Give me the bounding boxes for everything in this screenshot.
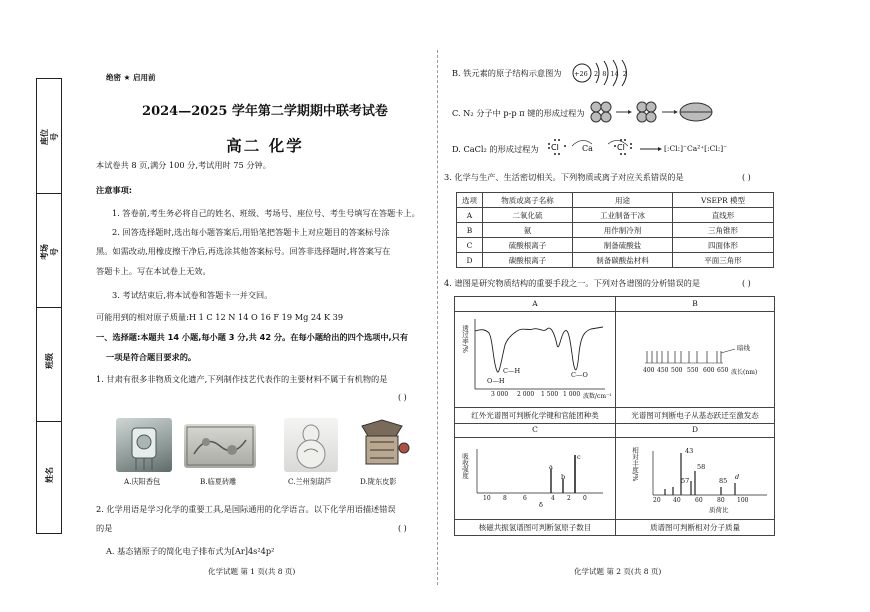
q3-cell: 三角锥形	[673, 223, 774, 238]
mass-tick: 40	[673, 497, 681, 504]
nmr-tick: 8	[503, 495, 507, 502]
q3-cell: 制备碳酸盐材料	[573, 253, 673, 268]
fe-shells: 2 8 14 2	[594, 70, 627, 78]
q1-answer-paren: ( )	[398, 393, 407, 402]
spectra-grid	[454, 296, 775, 536]
exam-title: 2024—2025 学年第二学期期中联考试卷	[142, 104, 388, 119]
q3-cell: 四面体形	[673, 238, 774, 253]
reaction-arrow	[638, 144, 662, 154]
mass-tick: 80	[717, 497, 725, 504]
section-1-header-b: 一项是符合题目要求的。	[106, 352, 197, 362]
line-spectrum-tick: 650	[717, 367, 729, 374]
mass-peak-d: d	[735, 473, 740, 481]
grid-hline	[455, 407, 774, 408]
cl-left-lewis	[548, 138, 570, 156]
pi-bond-diagram	[590, 100, 720, 124]
q2-option-d: D. CaCl₂ 的形成过程为	[452, 144, 539, 154]
page-divider	[437, 50, 438, 585]
line-spectrum-dark-label: 暗线	[737, 344, 750, 352]
binding-strip	[36, 78, 62, 534]
nmr-xunit: δ	[539, 501, 543, 509]
ir-xunit: 波数/cm⁻¹	[583, 393, 612, 400]
mass-xunit: 质荷比	[709, 506, 729, 514]
question-2b: 的是	[96, 523, 113, 533]
notice-2b: 黑。如需改动,用橡皮擦干净后,再选涂其他答案标号。回答非选择题时,将答案写在	[96, 246, 391, 256]
q3-cell: 工业制备干冰	[573, 208, 673, 223]
nmr-tick: 4	[551, 495, 555, 502]
ir-peak-oh: O—H	[487, 377, 505, 385]
q1-option-c: C.兰州刻葫芦	[288, 477, 332, 486]
q1-option-a: A.庆阳香包	[124, 477, 161, 486]
mass-peak-57: 57	[681, 477, 690, 485]
svg-text:Cl: Cl	[617, 143, 625, 152]
q3-cell: B	[457, 223, 483, 238]
notice-1: 1. 答卷前,考生务必将自己的姓名、班级、考场号、座位号、考生号填写在答题卡上。	[112, 208, 420, 218]
cacl2-product: [:Cl:]⁻Ca²⁺[:Cl:]⁻	[664, 144, 728, 153]
shadow-puppet-image	[352, 418, 412, 472]
table-row	[457, 253, 774, 268]
line-spectrum-tick: 450	[657, 367, 669, 374]
ir-peak-ch: C—H	[503, 367, 521, 375]
q3-cell: C	[457, 238, 483, 253]
subject-title: 高二 化学	[226, 136, 304, 155]
q3-cell: A	[457, 208, 483, 223]
nmr-peak-c: c	[577, 453, 581, 461]
nmr-ylabel: 吸收强度	[461, 453, 469, 479]
ir-tick: 3 000	[491, 391, 509, 398]
spectrum-b-label: B	[692, 299, 698, 308]
sachet-image	[116, 418, 172, 472]
nmr-tick: 0	[583, 495, 587, 502]
notice-2a: 2. 回答选择题时,选出每小题答案后,用铅笔把答题卡上对应题目的答案标号涂	[112, 227, 390, 237]
binding-label-class: 班级	[44, 353, 54, 369]
mass-tick: 20	[653, 497, 661, 504]
q3-cell: 二氧化硫	[483, 208, 573, 223]
brick-carving-image	[184, 424, 256, 468]
line-spectrum-xunit: 波长(nm)	[731, 369, 758, 376]
notice-3: 3. 考试结束后,将本试卷和答题卡一并交回。	[112, 290, 273, 300]
mass-tick: 60	[695, 497, 703, 504]
spectrum-b-caption: 光谱图可判断电子从基态跃迁至激发态	[631, 411, 759, 420]
q4-answer-paren: ( )	[742, 279, 751, 288]
svg-text:Cl: Cl	[551, 143, 559, 152]
q2-option-c: C. N₂ 分子中 p-p π 键的形成过程为	[452, 108, 585, 118]
q3-header-option: 选项	[457, 193, 483, 208]
fe-nucleus: +26	[574, 70, 588, 78]
table-row	[457, 208, 774, 223]
intro-text: 本试卷共 8 页,满分 100 分,考试用时 75 分钟。	[96, 160, 271, 170]
q3-header-use: 用途	[573, 193, 673, 208]
binding-cell-class	[37, 307, 61, 421]
table-row	[457, 238, 774, 253]
q3-cell: 平面三角形	[673, 253, 774, 268]
q1-option-d: D.陇东皮影	[360, 477, 397, 486]
q3-table-header	[457, 193, 774, 208]
nmr-tick: 10	[483, 495, 491, 502]
grid-hline	[455, 437, 774, 438]
binding-label-room: 考场号	[39, 244, 59, 260]
sachet-drawing	[116, 418, 172, 472]
mass-peak-58: 58	[697, 463, 706, 471]
binding-cell-seat	[37, 79, 61, 193]
gourd-image	[284, 418, 338, 472]
gourd-drawing	[284, 418, 338, 472]
spectrum-d-label: D	[691, 425, 698, 434]
q3-cell: D	[457, 253, 483, 268]
section-1-header-a: 一、选择题:本题共 14 小题,每小题 3 分,共 42 分。在每小题给出的四个选项中,只有	[96, 332, 409, 342]
q3-header-name: 物质或离子名称	[483, 193, 573, 208]
electron-transfer-arrows	[570, 136, 630, 148]
q3-answer-paren: ( )	[742, 173, 751, 182]
spectrum-a-caption: 红外光谱图可判断化学键和官能团种类	[471, 411, 599, 420]
q2-option-a: A. 基态锗原子的简化电子排布式为[Ar]4s²4p²	[106, 546, 275, 556]
ca-symbol: Ca	[582, 144, 593, 153]
question-1: 1. 甘肃有很多非物质文化遗产,下列制作技艺代表作的主要材料不属于有机物的是	[96, 374, 388, 384]
ir-tick: 1 000	[563, 391, 581, 398]
spectrum-c-caption: 核磁共振氢谱图可判断氢原子数目	[478, 523, 592, 532]
ir-peak-co: C—O	[571, 371, 588, 379]
mass-peak-43: 43	[685, 447, 694, 455]
line-spectrum-tick: 550	[687, 367, 699, 374]
footer-page-1: 化学试题 第 1 页(共 8 页)	[208, 567, 296, 576]
shadow-puppet-drawing	[352, 418, 412, 472]
grid-hline	[455, 423, 774, 424]
q3-cell: 制备硫酸盐	[573, 238, 673, 253]
grid-hline	[455, 519, 774, 520]
spectrum-d-caption: 质谱图可判断相对分子质量	[650, 523, 740, 532]
q3-cell: 硫酸根离子	[483, 238, 573, 253]
q3-cell: 直线形	[673, 208, 774, 223]
q3-table	[456, 192, 774, 268]
secret-label: 绝密 ★ 启用前	[106, 73, 156, 82]
line-spectrum-tick: 600	[703, 367, 715, 374]
q3-cell: 用作制冷剂	[573, 223, 673, 238]
q3-cell: 氨	[483, 223, 573, 238]
q3-cell: 碳酸根离子	[483, 253, 573, 268]
q1-option-b: B.临夏砖雕	[200, 477, 237, 486]
notice-2c: 答题卡上。写在本试卷上无效。	[96, 266, 211, 276]
question-3: 3. 化学与生产、生活密切相关。下列物质或离子对应关系错误的是	[444, 172, 684, 182]
grid-hline	[455, 311, 774, 312]
spectrum-a-label: A	[532, 299, 538, 308]
q2-option-b: B. 铁元素的原子结构示意图为	[452, 68, 562, 78]
footer-page-2: 化学试题 第 2 页(共 8 页)	[574, 567, 662, 576]
line-spectrum-tick: 500	[671, 367, 683, 374]
ir-ylabel: 透过率/%	[461, 325, 469, 353]
mass-tick: 100	[737, 497, 749, 504]
binding-cell-name	[37, 421, 61, 533]
notice-title: 注意事项:	[96, 185, 133, 195]
nmr-tick: 6	[523, 495, 527, 502]
nmr-peak-b: b	[561, 473, 566, 481]
nmr-peak-a: a	[549, 463, 553, 471]
atomic-mass: 可能用到的相对原子质量:H 1 C 12 N 14 O 16 F 19 Mg 24 K 39	[96, 312, 344, 322]
question-2a: 2. 化学用语是学习化学的重要工具,是国际通用的化学语言。以下化学用语描述错误	[96, 504, 396, 514]
table-row	[457, 223, 774, 238]
binding-cell-room	[37, 193, 61, 307]
q2-answer-paren: ( )	[398, 524, 407, 533]
question-4: 4. 谱图是研究物质结构的重要手段之一。下列对各谱图的分析错误的是	[444, 278, 701, 288]
q3-header-vsepr: VSEPR 模型	[673, 193, 774, 208]
spectrum-c-label: C	[532, 425, 538, 434]
mass-peak-85: 85	[719, 477, 728, 485]
ir-tick: 1 500	[541, 391, 559, 398]
nmr-tick: 2	[567, 495, 571, 502]
line-spectrum-tick: 400	[643, 367, 655, 374]
binding-label-seat: 座位号	[39, 129, 59, 145]
mass-ylabel: 相对丰度/%	[631, 447, 639, 482]
ir-tick: 2 000	[517, 391, 535, 398]
binding-label-name: 姓名	[44, 467, 54, 483]
brick-carving-drawing	[184, 424, 256, 468]
mass-spectrum	[651, 451, 769, 501]
